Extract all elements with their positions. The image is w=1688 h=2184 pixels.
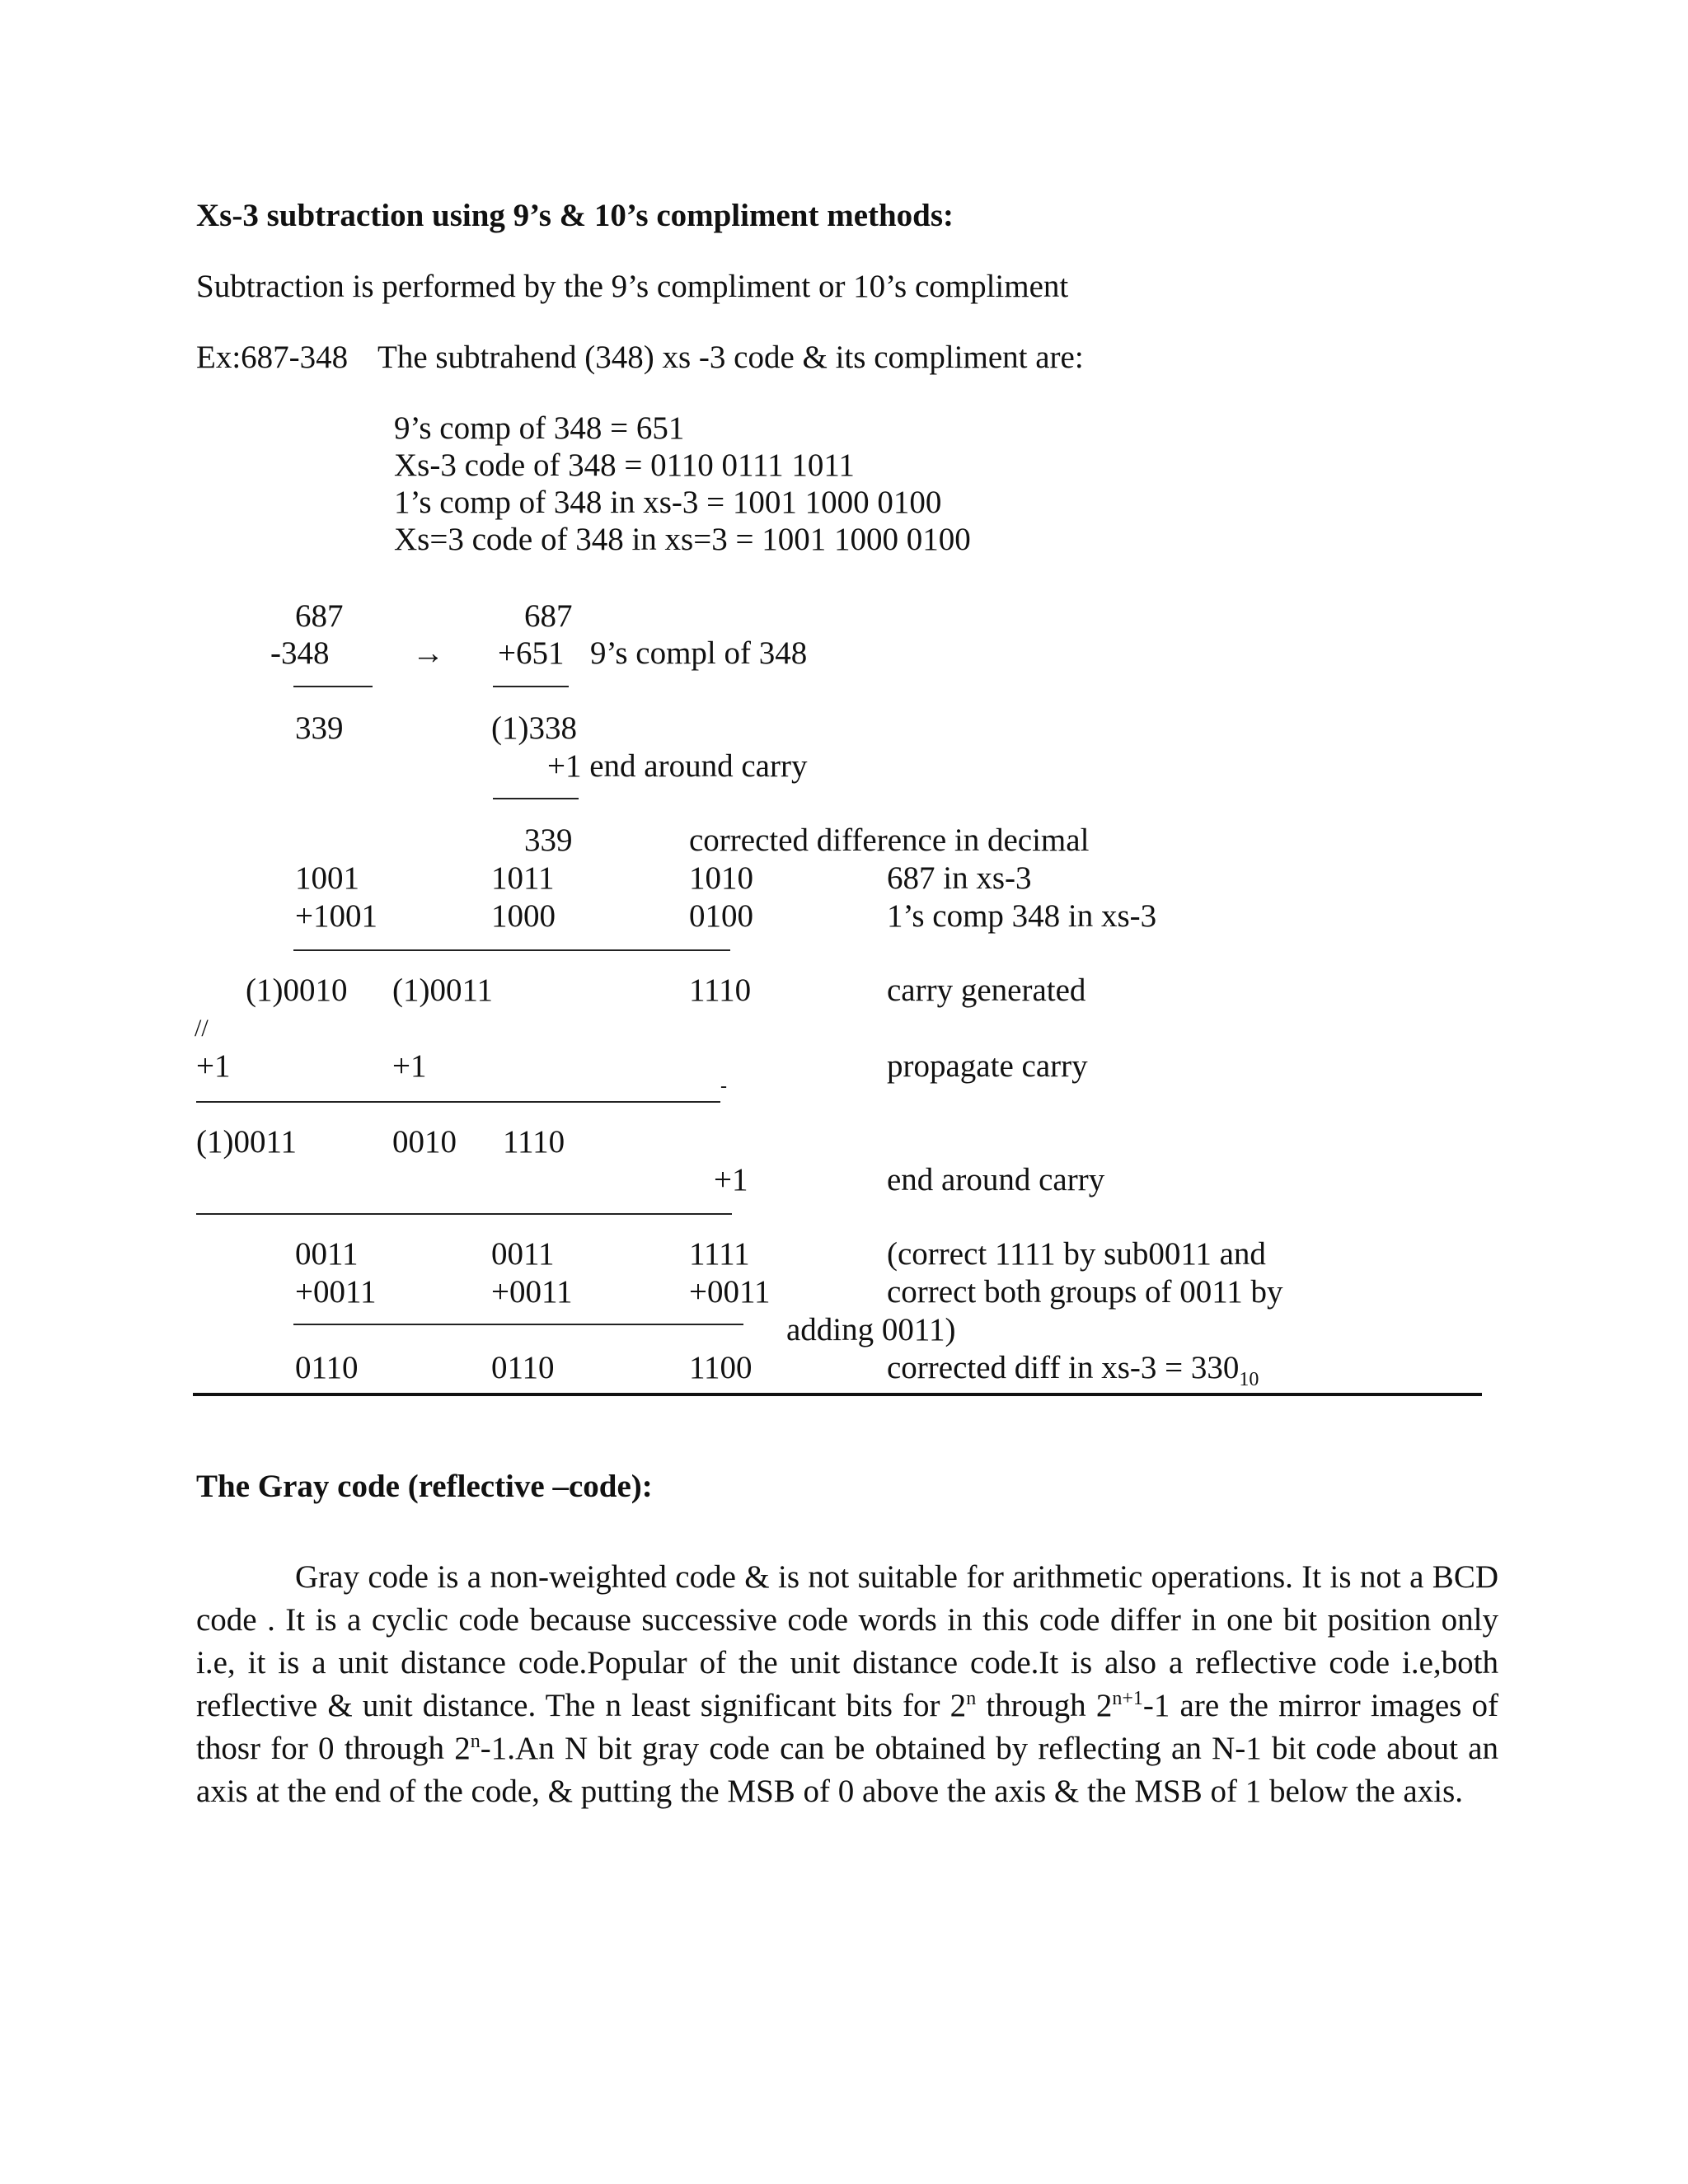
- corrected-decimal: 339: [524, 823, 573, 858]
- bin-cell: 0010: [392, 1124, 457, 1160]
- bin-cell: (1)0010: [246, 972, 348, 1008]
- dash-mark: -: [720, 1076, 727, 1097]
- fact-line: 9’s comp of 348 = 651: [394, 410, 685, 446]
- corrected-decimal-note: corrected difference in decimal: [689, 823, 1090, 858]
- example-label: Ex:687-348: [196, 340, 349, 375]
- bin-note: 1’s comp 348 in xs-3: [887, 898, 1157, 934]
- fact-line: 1’s comp of 348 in xs-3 = 1001 1000 0100: [394, 485, 942, 520]
- bin-cell: 0110: [295, 1350, 359, 1385]
- underline: [196, 1213, 732, 1215]
- gray-code-paragraph: Gray code is a non-weighted code & is not suitable for arithmetic operations. It is not a BCD code . It is a cyclic code because successive code words in this code differ in one bit position only i.e, it is a unit distance code.Popular of the unit distance code.It is also a reflective code i.e,both reflective & unit distance. The n least significant bits for 2$^n$ through $2^{n+1}-1$ are the mirror images of thosr for 0 through 2$^n$-1.An N bit gray code can be obtained by reflecting an N-1 bit code about an axis at the end of the code, & putting the MSB of 0 above the axis & the MSB of 1 below the axis.: [196, 1559, 1498, 1809]
- bin-cell: 1100: [689, 1350, 753, 1385]
- minuend-left: 687: [295, 598, 344, 634]
- result-right: (1)338: [491, 710, 577, 746]
- result-left: 339: [295, 710, 344, 746]
- section-divider: [193, 1393, 1482, 1396]
- bin-cell: +0011: [689, 1274, 771, 1310]
- underline: [196, 1101, 720, 1103]
- minuend-right: 687: [524, 598, 573, 634]
- complement-note: 9’s compl of 348: [590, 635, 808, 671]
- underline: [293, 1324, 743, 1325]
- underline: [493, 798, 579, 799]
- bin-cell: (1)0011: [196, 1124, 298, 1160]
- bin-note: end around carry: [887, 1162, 1105, 1197]
- bin-cell: 1110: [689, 972, 752, 1008]
- example-text: The subtrahend (348) xs -3 code & its compliment are:: [377, 340, 1084, 375]
- bin-cell: +1: [392, 1048, 427, 1084]
- subtrahend-left: -348: [270, 635, 330, 671]
- bin-note: (correct 1111 by sub0011 and: [887, 1236, 1266, 1272]
- final-difference-note: corrected diff in $xs-3 = 330_{10}$: [887, 1350, 1259, 1390]
- arrow-right-icon: →: [412, 635, 444, 671]
- intro-text: Subtraction is performed by the 9’s compliment or 10’s compliment: [196, 269, 1069, 304]
- bin-cell: 1000: [491, 898, 556, 934]
- section-heading-gray-code: The Gray code (reflective –code):: [196, 1469, 653, 1504]
- underline: [293, 949, 730, 951]
- bin-note: carry generated: [887, 972, 1086, 1008]
- bin-note: adding 0011): [786, 1312, 956, 1347]
- bin-cell: +1: [714, 1162, 748, 1197]
- underline: [293, 686, 373, 687]
- bin-cell: 1110: [503, 1124, 565, 1160]
- bin-note: 687 in xs-3: [887, 860, 1032, 896]
- bin-note: propagate carry: [887, 1048, 1088, 1084]
- bin-cell: 1010: [689, 860, 753, 896]
- bin-cell: +0011: [491, 1274, 573, 1310]
- bin-cell: 0011: [491, 1236, 555, 1272]
- bin-cell: 1011: [491, 860, 555, 896]
- fact-line: Xs=3 code of 348 in xs=3 = 1001 1000 0100: [394, 522, 971, 557]
- section-heading-xs3-subtraction: Xs-3 subtraction using 9’s & 10’s compliment methods:: [196, 198, 954, 233]
- bin-cell: 0100: [689, 898, 753, 934]
- end-carry-note: +1 end around carry: [547, 748, 808, 784]
- bin-cell: +0011: [295, 1274, 377, 1310]
- bin-cell: 0011: [295, 1236, 359, 1272]
- bin-cell: 1111: [689, 1236, 750, 1272]
- underline: [493, 686, 569, 687]
- bin-cell: 0110: [491, 1350, 555, 1385]
- bin-cell: 1001: [295, 860, 359, 896]
- bin-cell: +1: [196, 1048, 231, 1084]
- slash-mark: //: [195, 1015, 209, 1042]
- bin-note: correct both groups of 0011 by: [887, 1274, 1283, 1310]
- bin-cell: +1001: [295, 898, 377, 934]
- complement-addend: +651: [498, 635, 565, 671]
- fact-line: Xs-3 code of 348 = 0110 0111 1011: [394, 448, 855, 483]
- bin-cell: (1)0011: [392, 972, 494, 1008]
